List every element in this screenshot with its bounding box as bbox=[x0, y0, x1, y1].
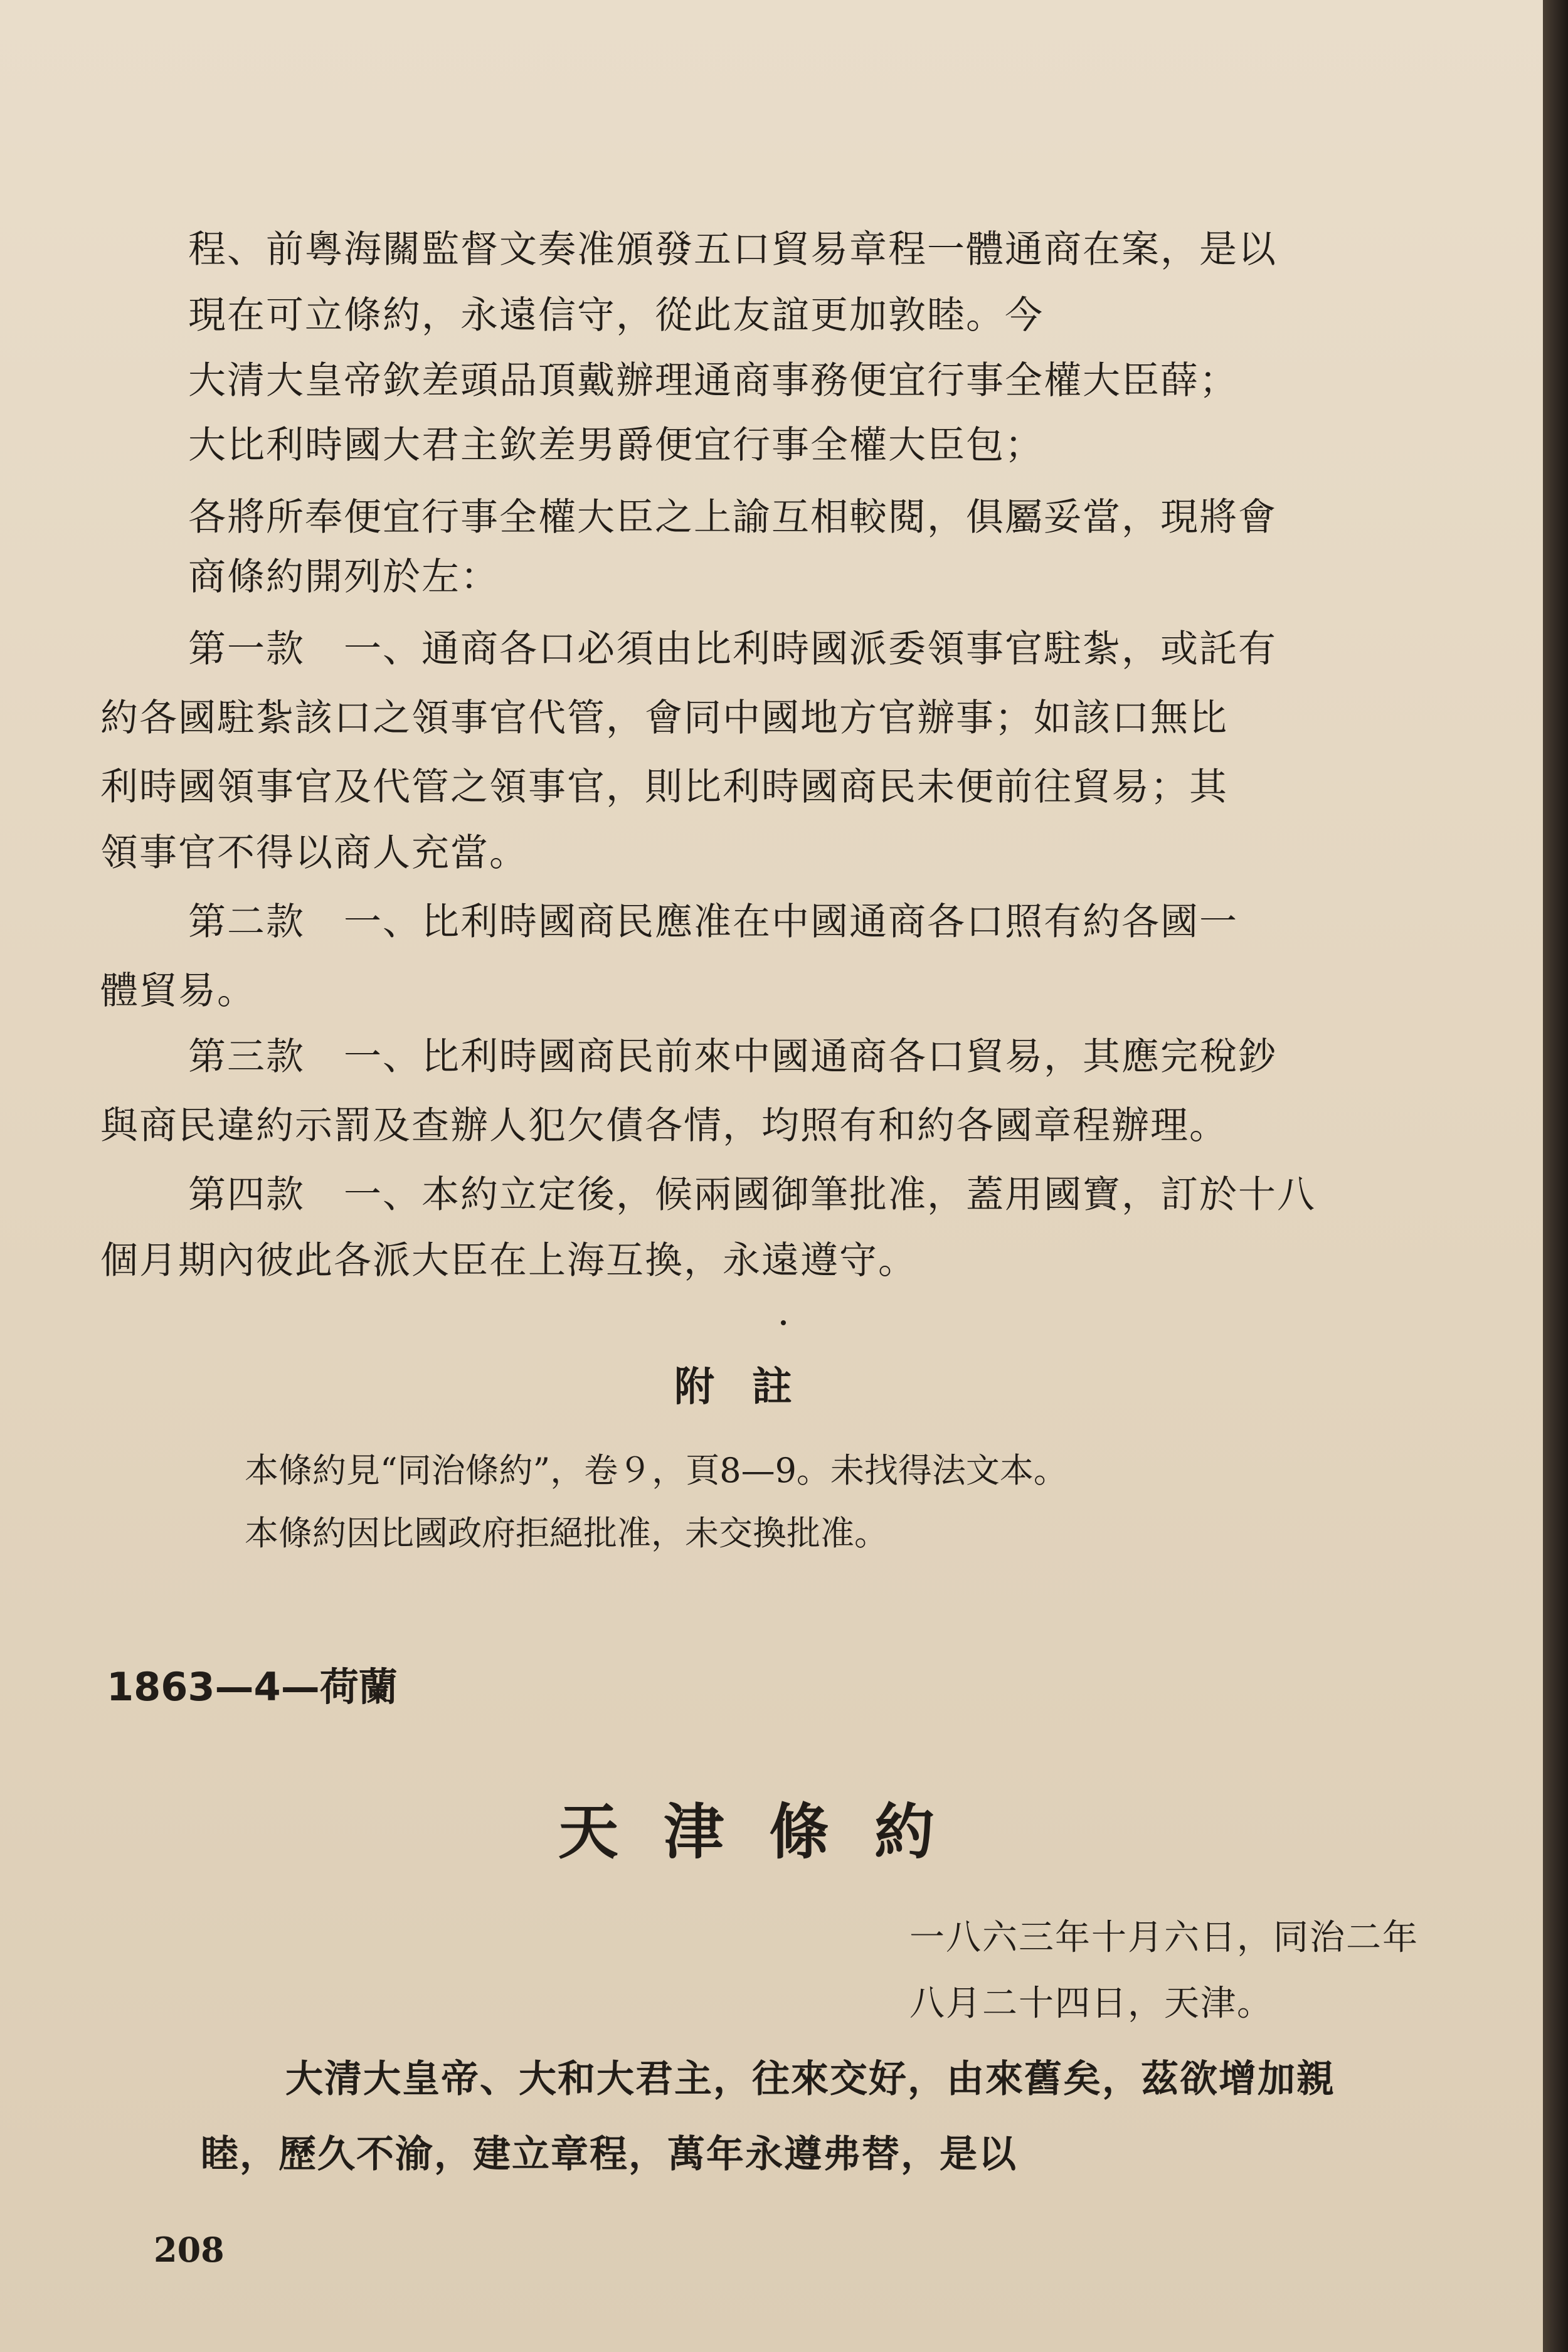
body-line: 商條約開列於左： bbox=[188, 555, 499, 599]
annotation-note: 本條約因比國政府拒絕批准，未交換批准。 bbox=[245, 1513, 888, 1553]
annotation-heading: 附註 bbox=[674, 1364, 830, 1411]
body-line: 各將所奉便宜行事全權大臣之上諭互相較閱，俱屬妥當，現將會 bbox=[188, 495, 1277, 539]
section-label: 1863—4—荷蘭 bbox=[107, 1664, 398, 1710]
article-line: 第四款 一、本約立定後，候兩國御筆批准，蓋用國寶，訂於十八 bbox=[188, 1173, 1316, 1217]
body-line: 程、前粵海關監督文奏准頒發五口貿易章程一體通商在案，是以 bbox=[188, 228, 1277, 272]
body-line: 約各國駐紮該口之領事官代管，會同中國地方官辦事；如該口無比 bbox=[100, 696, 1228, 740]
body-line: 大清大皇帝欽差頭品頂戴辦理通商事務便宜行事全權大臣薛； bbox=[188, 359, 1238, 403]
treaty-date-line: 一八六三年十月六日，同治二年 bbox=[909, 1917, 1419, 1958]
annotation-note: 本條約見“同治條約”，卷９，頁8—9。未找得法文本。 bbox=[245, 1451, 1067, 1490]
body-line: 體貿易。 bbox=[100, 969, 256, 1013]
body-line: 個月期內彼此各派大臣在上海互換，永遠遵守。 bbox=[100, 1239, 917, 1283]
body-line: 大比利時國大君主欽差男爵便宜行事全權大臣包； bbox=[188, 423, 1044, 467]
separator-dot bbox=[781, 1320, 786, 1325]
article-line: 第一款 一、通商各口必須由比利時國派委領事官駐紮，或託有 bbox=[188, 627, 1277, 671]
body-line: 領事官不得以商人充當。 bbox=[100, 831, 528, 875]
preamble-line: 大清大皇帝、大和大君主，往來交好，由來舊矣，茲欲增加親 bbox=[285, 2057, 1335, 2101]
treaty-date-line: 八月二十四日，天津。 bbox=[909, 1983, 1273, 2024]
body-line: 與商民違約示罰及查辦人犯欠債各情，均照有和約各國章程辦理。 bbox=[100, 1104, 1228, 1148]
preamble-line: 睦，歷久不渝，建立章程，萬年永遵弗替，是以 bbox=[201, 2132, 1017, 2176]
body-line: 現在可立條約，永遠信守，從此友誼更加敦睦。今 bbox=[188, 294, 1044, 337]
book-spine-shadow bbox=[1543, 0, 1568, 2352]
body-line: 利時國領事官及代管之領事官，則比利時國商民未便前往貿易；其 bbox=[100, 765, 1228, 809]
page-number: 208 bbox=[154, 2230, 225, 2270]
article-line: 第二款 一、比利時國商民應准在中國通商各口照有約各國一 bbox=[188, 900, 1238, 944]
article-line: 第三款 一、比利時國商民前來中國通商各口貿易，其應完稅鈔 bbox=[188, 1035, 1277, 1079]
treaty-title: 天津條約 bbox=[558, 1796, 980, 1867]
